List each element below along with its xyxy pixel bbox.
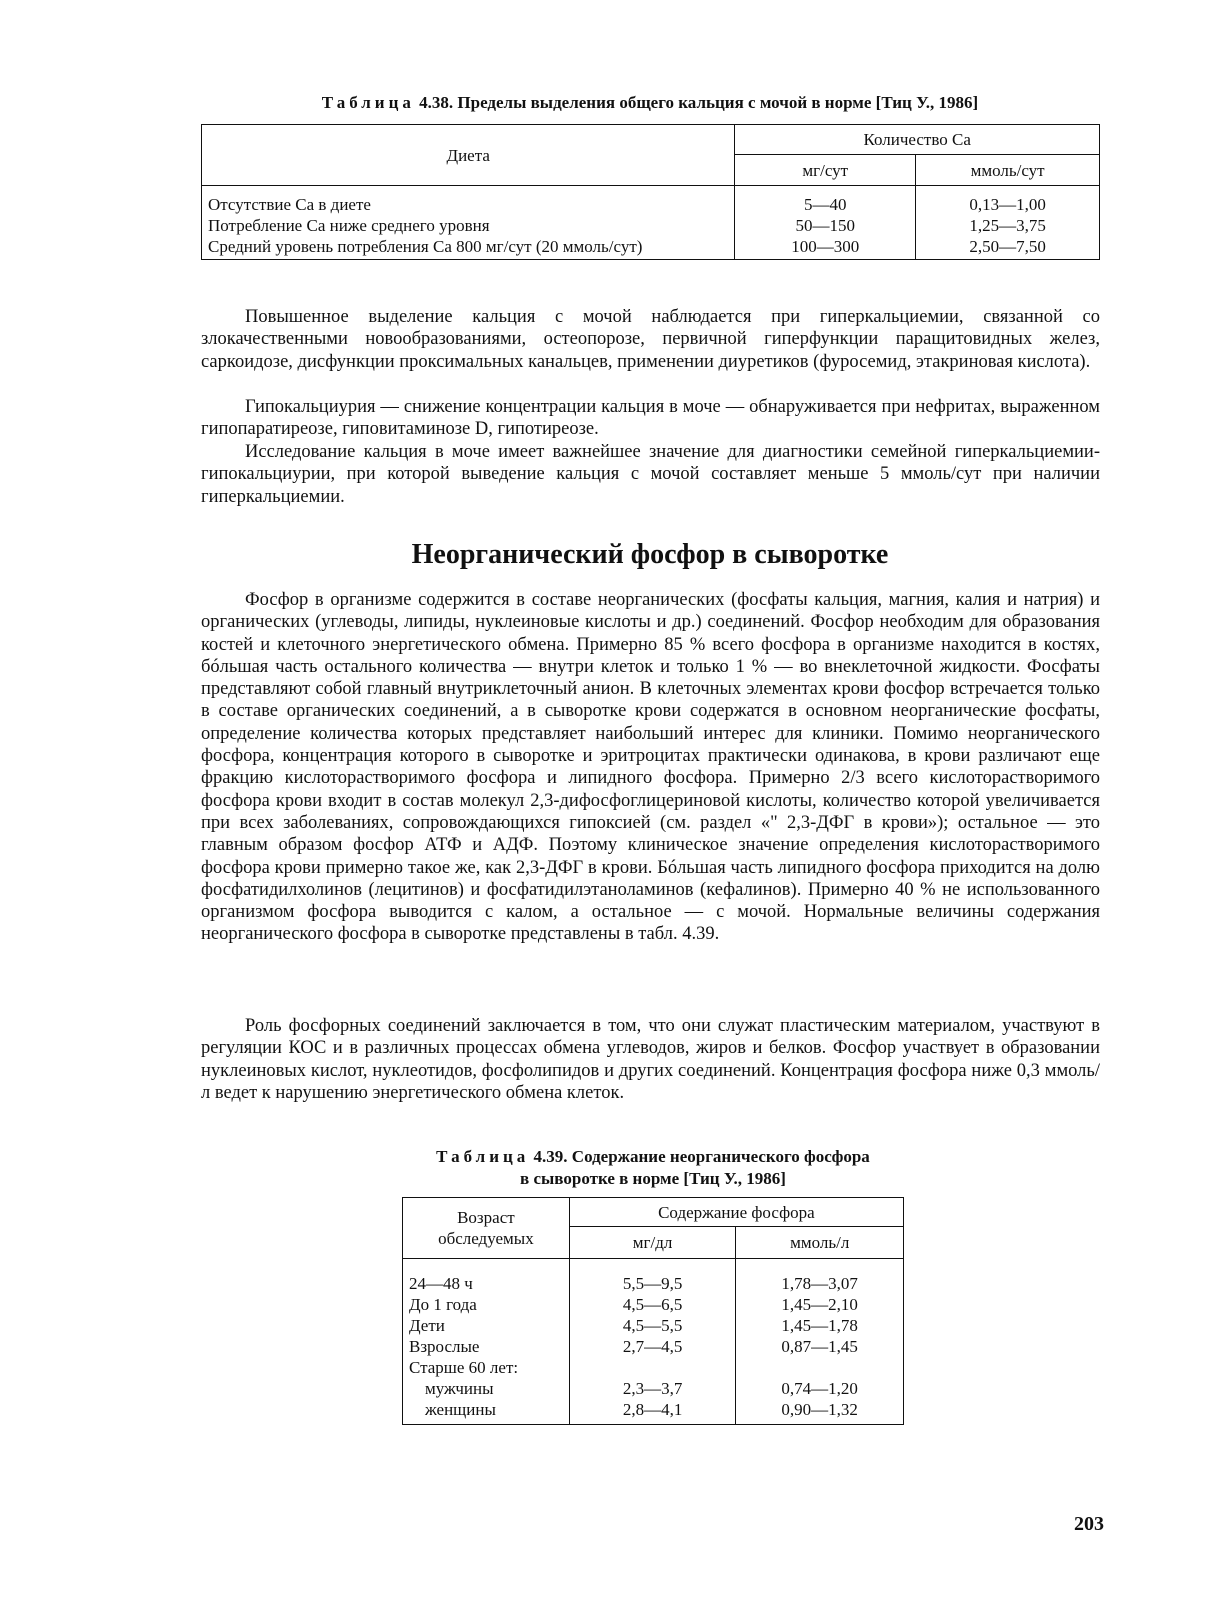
col-header-mmol-l: ммоль/л bbox=[736, 1227, 904, 1259]
row-label: Старше 60 лет: bbox=[403, 1357, 570, 1378]
row-label: мужчины bbox=[403, 1378, 570, 1399]
table-4-39 bbox=[402, 1197, 904, 1425]
caption-label: Таблица bbox=[436, 1147, 530, 1166]
table-row bbox=[202, 236, 1100, 260]
col-header-phosphorus: Содержание фосфора bbox=[569, 1198, 903, 1227]
col-header-mg-dl: мг/дл bbox=[569, 1227, 736, 1259]
cell-mg: 5—40 bbox=[735, 186, 916, 216]
page-number: 203 bbox=[1074, 1513, 1104, 1535]
cell-mmol bbox=[736, 1357, 904, 1378]
row-label: Средний уровень потребления Ca 800 мг/сут (20 ммоль/сут) bbox=[202, 236, 735, 260]
table-row bbox=[202, 186, 1100, 216]
table-row bbox=[403, 1294, 904, 1315]
col-header-age-line1: Возраст bbox=[457, 1208, 515, 1227]
paragraph: Исследование кальция в моче имеет важнейшее значение для диагностики семейной гиперкальциемии-гипокальциурии, при которой выведение кальция с мочой составляет меньше 5 ммоль/сут при наличии гиперкальциемии. bbox=[201, 442, 1100, 507]
cell-mmol: 2,50—7,50 bbox=[916, 236, 1100, 260]
table-row bbox=[202, 215, 1100, 236]
table-row bbox=[403, 1336, 904, 1357]
paragraph: Роль фосфорных соединений заключается в том, что они служат пластическим материалом, участвуют в регуляции КОС и в различных процессах обмена углеводов, жиров и белков. Фосфор участвует в образовании нуклеиновых кислот, нуклеотидов, фосфолипидов и других соединений. Концентрация фосфора ниже 0,3 ммоль/л ведет к нарушению энергетического обмена клеток. bbox=[201, 1016, 1100, 1103]
cell-mg: 100—300 bbox=[735, 236, 916, 260]
table-row bbox=[403, 1315, 904, 1336]
caption-text-line1: 4.39. Содержание неорганического фосфора bbox=[533, 1147, 870, 1166]
col-header-amount: Количество Ca bbox=[735, 125, 1100, 155]
col-header-mg-day: мг/сут bbox=[735, 155, 916, 186]
col-header-mmol-day: ммоль/сут bbox=[916, 155, 1100, 186]
caption-text: 4.38. Пределы выделения общего кальция с мочой в норме [Тиц У., 1986] bbox=[419, 93, 979, 112]
cell-mmol: 0,87—1,45 bbox=[736, 1336, 904, 1357]
cell-mg: 4,5—6,5 bbox=[569, 1294, 736, 1315]
row-label: женщины bbox=[403, 1399, 570, 1425]
row-label: Дети bbox=[403, 1315, 570, 1336]
cell-mg: 2,7—4,5 bbox=[569, 1336, 736, 1357]
row-label: Отсутствие Ca в диете bbox=[202, 186, 735, 216]
paragraph: Фосфор в организме содержится в составе неорганических (фосфаты кальция, магния, калия и натрия) и органических (углеводы, липиды, нуклеиновые кислоты и др.) соединений. Фосфор необходим для образования костей и клеточного энергетического обмена. Примерно 85 % всего фосфора в организме находится в костях, бóльшая часть остального количества — внутри клеток и только 1 % — во внеклеточной жидкости. Фосфаты представляют собой главный внутриклеточный анион. В клеточных элементах крови фосфор встречается только в составе органических соединений, а в сыворотке крови содержатся в основном неорганические фосфаты, определение количества которых представляет наибольший интерес для клиники. Помимо неорганического фосфора, концентрация которого в сыворотке и эритроцитах практически одинакова, в крови различают еще фракцию кислоторастворимого фосфора и липидного фосфора. Примерно 2/3 всего кислоторастворимого фосфора крови входит в состав молекул 2,3-дифосфоглицериновой кислоты, количество которой увеличивается при всех заболеваниях, сопровождающихся гипоксией (см. раздел «" 2,3-ДФГ в крови»); остальное — это главным образом фосфор АТФ и АДФ. Поэтому клиническое значение определения кислоторастворимого фосфора крови примерно такое же, как 2,3-ДФГ в крови. Бóльшая часть липидного фосфора приходится на долю фосфатидилхолинов (лецитинов) и фосфатидилэтаноламинов (кефалинов). Примерно 40 % не использованного организмом фосфора выводится с калом, а остальное — с мочой. Нормальные величины содержания неорганического фосфора в сыворотке представлены в табл. 4.39. bbox=[201, 590, 1100, 945]
cell-mmol: 1,78—3,07 bbox=[736, 1259, 904, 1295]
caption-text-line2: в сыворотке в норме [Тиц У., 1986] bbox=[520, 1169, 786, 1188]
paragraph: Гипокальциурия — снижение концентрации кальция в моче — обнаруживается при нефритах, выраженном гипопаратиреозе, гиповитаминозе D, гипотиреозе. bbox=[201, 397, 1100, 440]
cell-mg bbox=[569, 1357, 736, 1378]
table-4-39-caption bbox=[300, 1146, 1006, 1190]
caption-label: Таблица bbox=[321, 93, 415, 112]
col-header-age bbox=[403, 1198, 570, 1259]
table-row bbox=[403, 1357, 904, 1378]
cell-mg: 2,8—4,1 bbox=[569, 1399, 736, 1425]
row-label: Взрослые bbox=[403, 1336, 570, 1357]
cell-mmol: 0,74—1,20 bbox=[736, 1378, 904, 1399]
table-row bbox=[403, 1259, 904, 1295]
cell-mmol: 0,90—1,32 bbox=[736, 1399, 904, 1425]
cell-mg: 4,5—5,5 bbox=[569, 1315, 736, 1336]
table-4-38 bbox=[201, 124, 1100, 260]
row-label: 24—48 ч bbox=[403, 1259, 570, 1295]
table-4-38-caption bbox=[160, 92, 1140, 114]
section-heading: Неорганический фосфор в сыворотке bbox=[411, 539, 889, 570]
paragraph: Повышенное выделение кальция с мочой наблюдается при гиперкальциемии, связанной со злокачественными новообразованиями, остеопорозе, первичной гиперфункции паращитовидных желез, саркоидозе, дисфункции проксимальных канальцев, применении диуретиков (фуросемид, этакриновая кислота). bbox=[201, 307, 1100, 372]
cell-mg: 2,3—3,7 bbox=[569, 1378, 736, 1399]
cell-mmol: 1,45—2,10 bbox=[736, 1294, 904, 1315]
cell-mmol: 1,45—1,78 bbox=[736, 1315, 904, 1336]
cell-mg: 50—150 bbox=[735, 215, 916, 236]
cell-mmol: 0,13—1,00 bbox=[916, 186, 1100, 216]
row-label: До 1 года bbox=[403, 1294, 570, 1315]
table-row bbox=[403, 1399, 904, 1425]
table-row bbox=[403, 1378, 904, 1399]
row-label: Потребление Ca ниже среднего уровня bbox=[202, 215, 735, 236]
col-header-diet: Диета bbox=[202, 125, 735, 186]
cell-mg: 5,5—9,5 bbox=[569, 1259, 736, 1295]
cell-mmol: 1,25—3,75 bbox=[916, 215, 1100, 236]
col-header-age-line2: обследуемых bbox=[438, 1229, 534, 1248]
